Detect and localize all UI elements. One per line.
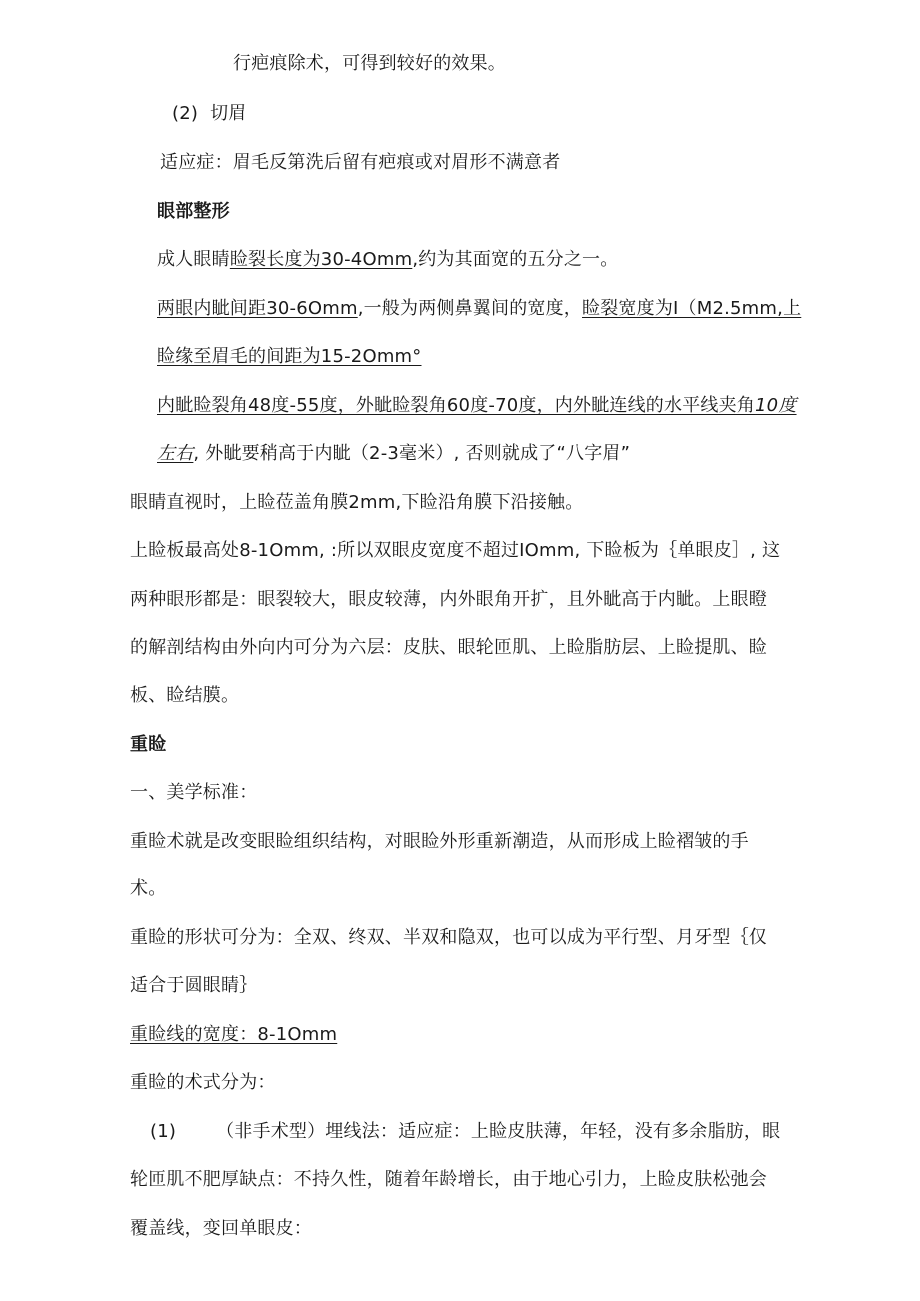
underlined-italic-text: 10度 (755, 395, 797, 416)
text-line (130, 588, 767, 612)
underlined-text: 睑裂长度为30-4Omm (229, 249, 413, 270)
paragraph-text: 两种眼形都是：眼裂较大，眼皮较薄，内外眼角开扩，且外眦高于内眦。上眼瞪 (130, 589, 767, 610)
text-line (130, 684, 239, 708)
text-line (130, 877, 166, 901)
underlined-italic-text: 左右 (157, 443, 194, 464)
paragraph-text: 行疤痕除术，可得到较好的效果。 (233, 53, 506, 74)
paragraph-text: 成人眼睛 (157, 249, 230, 270)
text-line (130, 1023, 337, 1047)
text-line (130, 636, 767, 660)
text-line (233, 52, 506, 76)
paragraph-text: 眼睛直视时，上睑莅盖角膜2mm,下睑沿角膜下沿接触。 (130, 492, 584, 513)
paragraph-text: 轮匝肌不肥厚缺点：不持久性，随着年龄增长，由于地心引力，上睑皮肤松弛会 (130, 1169, 767, 1190)
section-heading (130, 733, 166, 757)
paragraph-text: 重睑术就是改变眼睑组织结构，对眼睑外形重新潮造，从而形成上睑褶皱的手 (130, 831, 749, 852)
paragraph-text: 覆盖线，变回单眼皮： (130, 1218, 312, 1239)
text-line (157, 442, 630, 466)
section-heading (157, 200, 230, 224)
list-number: (2) (172, 103, 199, 124)
paragraph-text: 板、睑结膜。 (130, 685, 240, 706)
paragraph-text: （非手术型）埋线法：适应症：上睑皮肤薄，年轻，没有多余脂肪，眼 (216, 1121, 781, 1142)
paragraph-text: 的解剖结构由外向内可分为六层：皮肤、眼轮匝肌、上睑脂肪层、上睑提肌、睑 (130, 637, 767, 658)
paragraph-text: 术。 (130, 878, 167, 899)
paragraph-text: ,约为其面宽的五分之一。 (412, 249, 619, 270)
text-line (157, 248, 618, 272)
list-number: (1) (150, 1121, 177, 1142)
list-item (150, 1120, 780, 1144)
paragraph-text: , 外眦要稍高于内眦（2-3毫米）, 否则就成了“八字眉” (193, 443, 631, 464)
text-line (130, 830, 749, 854)
text-line (130, 491, 583, 515)
paragraph-text: ,一般为两侧鼻翼间的宽度， (357, 298, 583, 319)
text-line (130, 1168, 767, 1192)
paragraph-text: 适合于圆眼睛｝ (130, 975, 258, 996)
paragraph-text: 适应症：眉毛反第洗后留有疤痕或对眉形不满意者 (160, 152, 561, 173)
text-line (130, 1071, 276, 1095)
underlined-text: 两眼内眦间距30-6Omm (157, 298, 358, 319)
list-item-label: 切眉 (210, 103, 247, 124)
subheading-text: 一、美学标准： (130, 782, 258, 803)
text-line (157, 394, 797, 418)
paragraph-text: 上睑板最高处8-1Omm, :所以双眼皮宽度不超过IOmm, 下睑板为｛单眼皮］, 这 (130, 540, 781, 561)
section-title: 重睑 (130, 734, 167, 755)
paragraph-text: 重睑的术式分为： (130, 1072, 276, 1093)
text-line (130, 1217, 312, 1241)
text-line (130, 974, 257, 998)
list-item-heading (172, 102, 247, 126)
underlined-text: 睑裂宽度为I（M2.5mm,上 (582, 298, 802, 319)
text-line (130, 539, 780, 563)
underlined-text: 睑缘至眉毛的间距为15-2Omm° (157, 346, 422, 367)
underlined-text: 重睑线的宽度：8-1Omm (130, 1024, 338, 1045)
text-line (157, 297, 801, 321)
text-line (157, 345, 422, 369)
paragraph-text: 重睑的形状可分为：全双、终双、半双和隐双，也可以成为平行型、月牙型｛仅 (130, 927, 767, 948)
text-line (160, 151, 560, 175)
section-title: 眼部整形 (157, 201, 230, 222)
text-line (130, 926, 767, 950)
subheading (130, 781, 257, 805)
underlined-text: 内眦睑裂角48度-55度，外眦睑裂角60度-70度，内外眦连线的水平线夹角 (157, 395, 756, 416)
